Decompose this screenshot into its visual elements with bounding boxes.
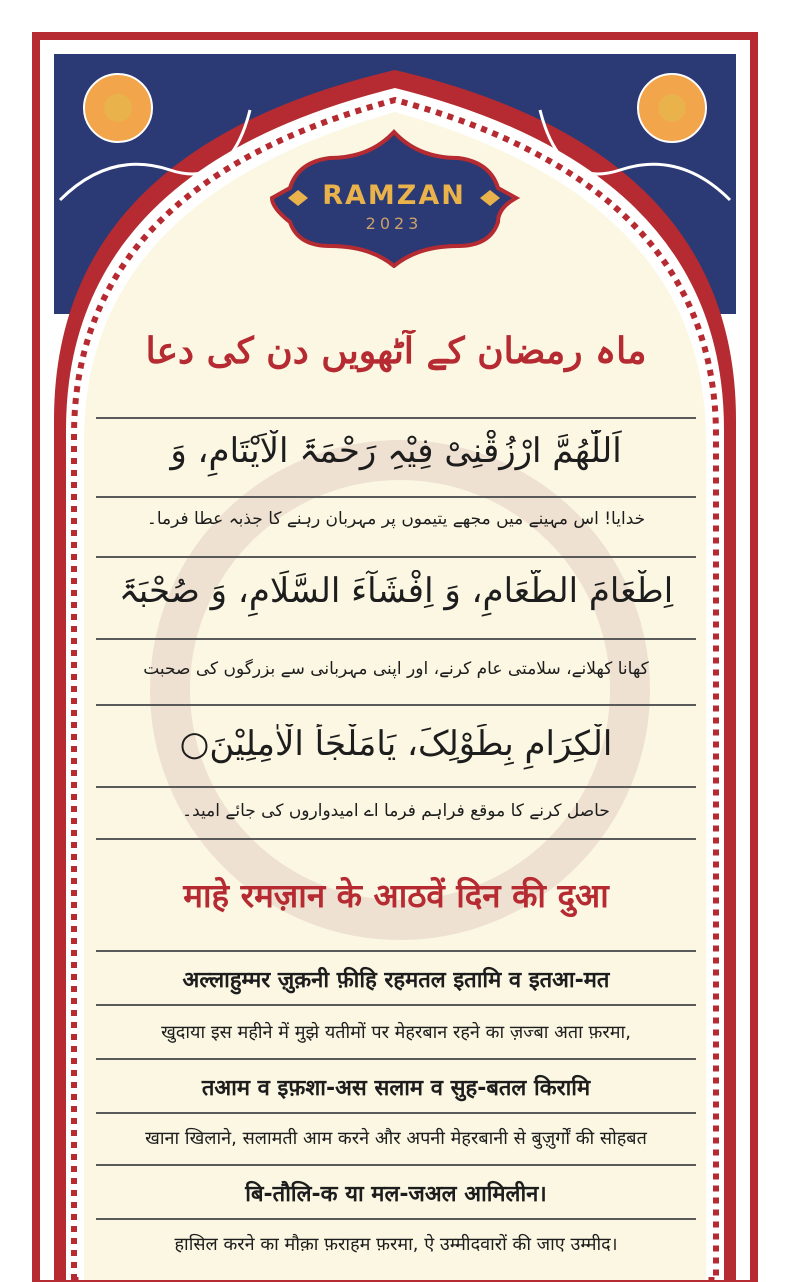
divider — [96, 1004, 696, 1006]
hindi-dua-line-2: तआम व इफ़शा-अस सलाम व सुह-बतल किरामि — [201, 1076, 591, 1101]
urdu-translation-1: خدایا! اس مہینے میں مجھے یتیموں پر مہربان رہنے کا جذبہ عطا فرما۔ — [146, 509, 646, 529]
divider — [96, 556, 696, 558]
urdu-translation-3: حاصل کرنے کا موقع فراہم فرما اے امیدواروں کی جائے امید۔ — [182, 801, 610, 821]
divider — [96, 786, 696, 788]
divider — [96, 1112, 696, 1114]
arabic-line-1: اَللّٰھُمَّ ارْزُقْنِیْ فِیْہِ رَحْمَۃَ الْاَیْتَامِ، وَ — [170, 431, 622, 471]
divider — [96, 1058, 696, 1060]
hindi-translation-2: खाना खिलाने, सलामती आम करने और अपनी मेहरबानी से बुज़ुर्गों की सोहबत — [145, 1128, 647, 1149]
urdu-title: ماہ رمضان کے آٹھویں دن کی دعا — [145, 330, 647, 372]
divider — [96, 838, 696, 840]
divider — [96, 638, 696, 640]
ramzan-badge — [268, 128, 520, 268]
badge-year: 2023 — [365, 214, 423, 233]
hindi-dua-line-3: बि-तौलि-क या मल-जअल आमिलीन। — [245, 1182, 547, 1207]
hindi-translation-1: खुदाया इस महीने में मुझे यतीमों पर मेहरबान रहने का ज़ज्बा अता फ़रमा, — [161, 1022, 631, 1043]
divider — [96, 1218, 696, 1220]
hindi-title: माहे रमज़ान के आठवें दिन की दुआ — [183, 876, 609, 915]
arabic-line-3: الْکِرَامِ بِطَوْلِکَ، یَامَلْجَأَ الْاٰمِلِیْنَ○ — [179, 724, 613, 764]
hindi-dua-line-1: अल्लाहुम्मर ज़ुक़नी फ़ीहि रहमतल इतामि व इतआ-मत — [182, 968, 610, 993]
divider — [96, 417, 696, 419]
divider — [96, 1164, 696, 1166]
arabic-line-2: اِطْعَامَ الطَّعَامِ، وَ اِفْشَآءَ السَّلَامِ، وَ صُحْبَۃَ — [118, 571, 674, 611]
badge-title: RAMZAN — [322, 180, 466, 211]
divider — [96, 704, 696, 706]
divider — [96, 950, 696, 952]
urdu-translation-2: کھانا کھلانے، سلامتی عام کرنے، اور اپنی مہربانی سے بزرگوں کی صحبت — [143, 659, 649, 679]
divider — [96, 496, 696, 498]
hindi-translation-3: हासिल करने का मौक़ा फ़राहम फ़रमा, ऐ उम्मीदवारों की जाए उम्मीद। — [174, 1234, 618, 1255]
